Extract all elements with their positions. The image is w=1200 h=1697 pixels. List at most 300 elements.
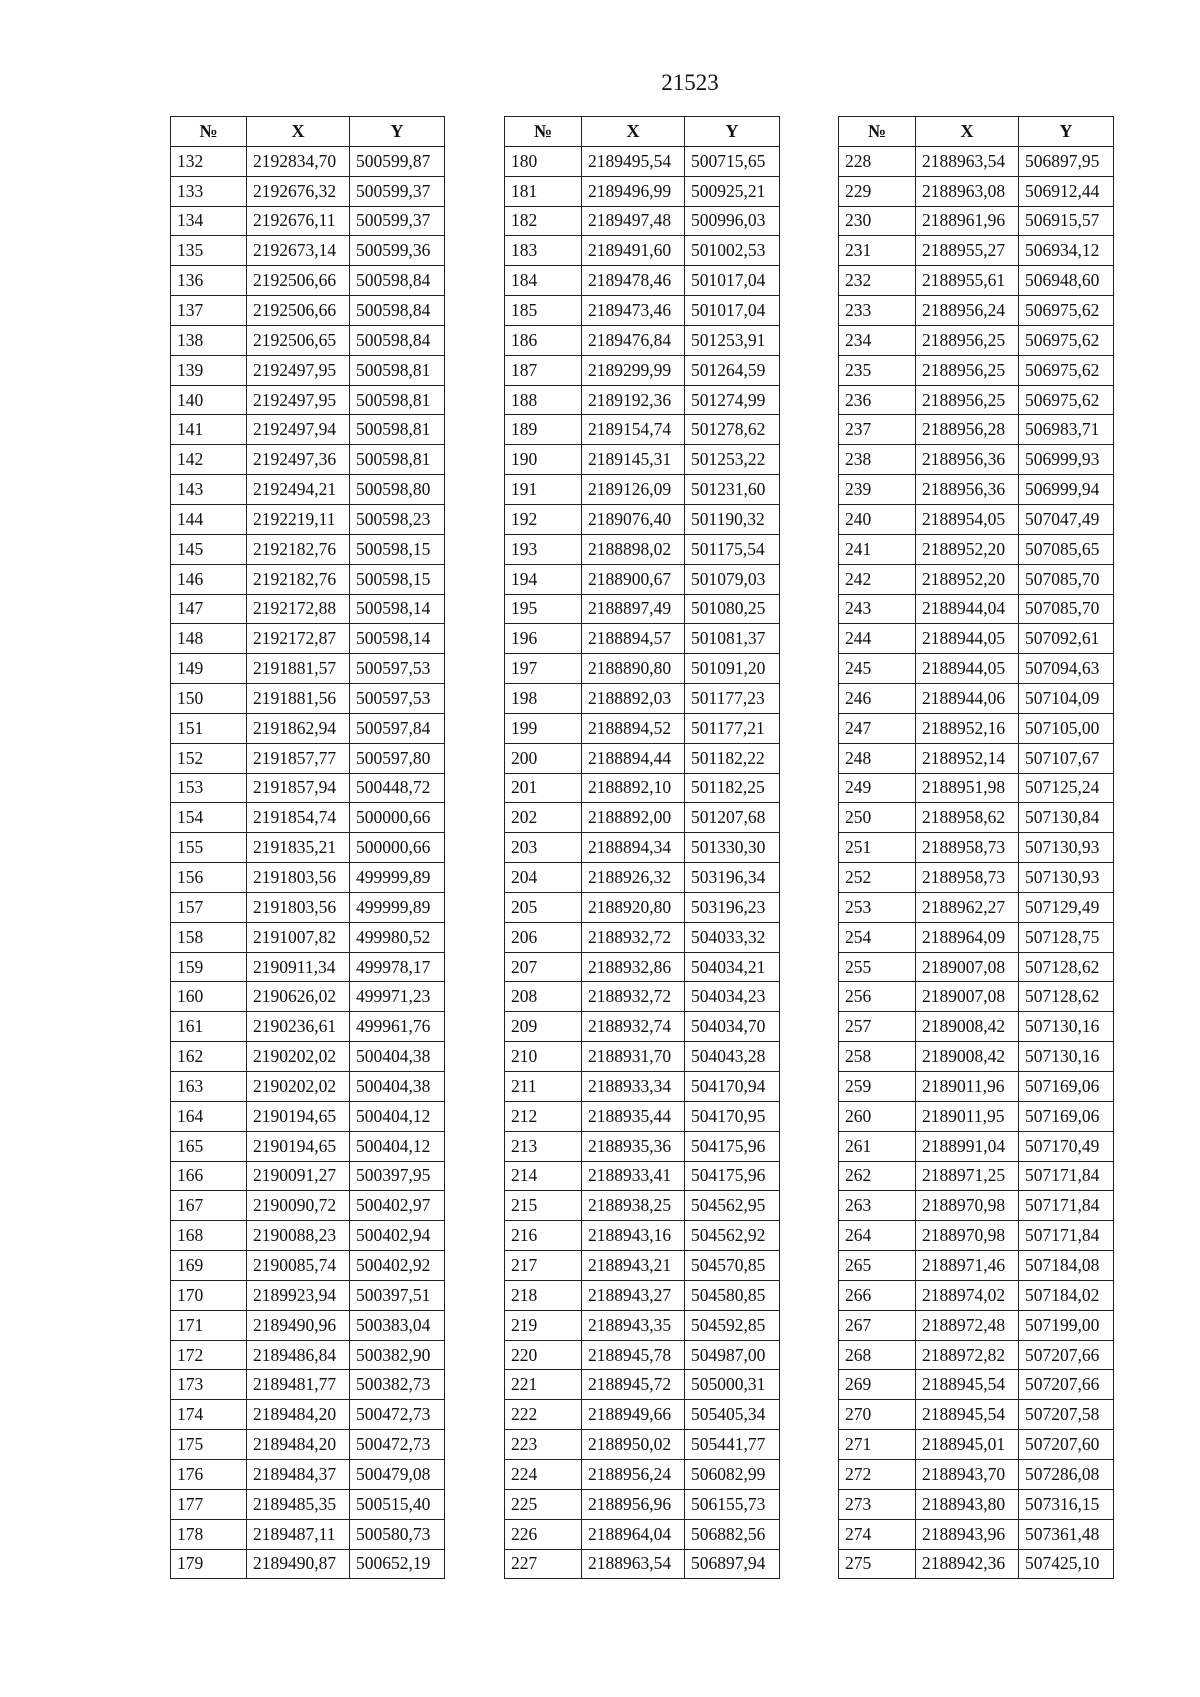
point-number-cell: 239 xyxy=(839,475,916,505)
point-number-cell: 217 xyxy=(505,1251,582,1281)
table-row xyxy=(171,624,445,654)
table-row xyxy=(505,1370,780,1400)
table-row xyxy=(171,892,445,922)
point-number-cell: 161 xyxy=(171,1012,247,1042)
table-row xyxy=(505,1101,780,1131)
table-row xyxy=(839,564,1114,594)
point-number-cell: 166 xyxy=(171,1161,247,1191)
y-coordinate-cell: 500515,40 xyxy=(350,1489,445,1519)
y-coordinate-cell: 506155,73 xyxy=(685,1489,780,1519)
table-row xyxy=(505,1042,780,1072)
x-coordinate-cell: 2188962,27 xyxy=(916,892,1019,922)
table-row xyxy=(171,534,445,564)
y-coordinate-cell: 501017,04 xyxy=(685,266,780,296)
point-number-cell: 167 xyxy=(171,1191,247,1221)
point-number-cell: 232 xyxy=(839,266,916,296)
y-coordinate-cell: 500382,90 xyxy=(350,1340,445,1370)
x-coordinate-cell: 2188952,20 xyxy=(916,534,1019,564)
point-number-cell: 165 xyxy=(171,1131,247,1161)
table-row xyxy=(839,922,1114,952)
table-row xyxy=(839,176,1114,206)
x-coordinate-cell: 2189008,42 xyxy=(916,1042,1019,1072)
y-coordinate-cell: 504570,85 xyxy=(685,1251,780,1281)
table-row xyxy=(505,1221,780,1251)
table-row xyxy=(171,296,445,326)
table-row xyxy=(839,1012,1114,1042)
point-number-cell: 198 xyxy=(505,684,582,714)
table-row xyxy=(839,1489,1114,1519)
column-header-number: № xyxy=(839,117,916,147)
y-coordinate-cell: 500598,84 xyxy=(350,296,445,326)
point-number-cell: 143 xyxy=(171,475,247,505)
y-coordinate-cell: 500598,81 xyxy=(350,445,445,475)
table-row xyxy=(839,385,1114,415)
point-number-cell: 218 xyxy=(505,1280,582,1310)
table-row xyxy=(839,355,1114,385)
table-row xyxy=(505,1191,780,1221)
point-number-cell: 156 xyxy=(171,863,247,893)
x-coordinate-cell: 2191854,74 xyxy=(247,803,350,833)
table-row xyxy=(505,1340,780,1370)
x-coordinate-cell: 2189154,74 xyxy=(582,415,685,445)
point-number-cell: 210 xyxy=(505,1042,582,1072)
x-coordinate-cell: 2188900,67 xyxy=(582,564,685,594)
y-coordinate-cell: 507207,60 xyxy=(1019,1430,1114,1460)
y-coordinate-cell: 500404,12 xyxy=(350,1101,445,1131)
point-number-cell: 223 xyxy=(505,1430,582,1460)
x-coordinate-cell: 2192182,76 xyxy=(247,564,350,594)
x-coordinate-cell: 2188892,00 xyxy=(582,803,685,833)
column-header-y: Y xyxy=(685,117,780,147)
point-number-cell: 160 xyxy=(171,982,247,1012)
x-coordinate-cell: 2188964,04 xyxy=(582,1519,685,1549)
point-number-cell: 158 xyxy=(171,922,247,952)
y-coordinate-cell: 501175,54 xyxy=(685,534,780,564)
table-row xyxy=(839,713,1114,743)
point-number-cell: 144 xyxy=(171,504,247,534)
table-row xyxy=(839,475,1114,505)
table-row xyxy=(839,534,1114,564)
x-coordinate-cell: 2191857,77 xyxy=(247,743,350,773)
table-row xyxy=(505,266,780,296)
table-row xyxy=(839,266,1114,296)
y-coordinate-cell: 507094,63 xyxy=(1019,654,1114,684)
x-coordinate-cell: 2188944,04 xyxy=(916,594,1019,624)
y-coordinate-cell: 500925,21 xyxy=(685,176,780,206)
table-row xyxy=(839,1191,1114,1221)
table-row xyxy=(171,1340,445,1370)
point-number-cell: 189 xyxy=(505,415,582,445)
x-coordinate-cell: 2188944,06 xyxy=(916,684,1019,714)
table-row xyxy=(505,445,780,475)
y-coordinate-cell: 500652,19 xyxy=(350,1549,445,1579)
x-coordinate-cell: 2188954,05 xyxy=(916,504,1019,534)
table-row xyxy=(839,206,1114,236)
x-coordinate-cell: 2188945,54 xyxy=(916,1370,1019,1400)
point-number-cell: 264 xyxy=(839,1221,916,1251)
point-number-cell: 224 xyxy=(505,1459,582,1489)
point-number-cell: 188 xyxy=(505,385,582,415)
point-number-cell: 206 xyxy=(505,922,582,952)
y-coordinate-cell: 507171,84 xyxy=(1019,1191,1114,1221)
x-coordinate-cell: 2192497,95 xyxy=(247,385,350,415)
coordinates-table-3 xyxy=(838,116,1114,1579)
x-coordinate-cell: 2192676,11 xyxy=(247,206,350,236)
y-coordinate-cell: 501190,32 xyxy=(685,504,780,534)
y-coordinate-cell: 504592,85 xyxy=(685,1310,780,1340)
point-number-cell: 234 xyxy=(839,325,916,355)
table-row xyxy=(171,1221,445,1251)
y-coordinate-cell: 506912,44 xyxy=(1019,176,1114,206)
point-number-cell: 152 xyxy=(171,743,247,773)
point-number-cell: 173 xyxy=(171,1370,247,1400)
table-row xyxy=(839,684,1114,714)
y-coordinate-cell: 500598,23 xyxy=(350,504,445,534)
point-number-cell: 178 xyxy=(171,1519,247,1549)
x-coordinate-cell: 2188897,49 xyxy=(582,594,685,624)
point-number-cell: 259 xyxy=(839,1072,916,1102)
y-coordinate-cell: 504175,96 xyxy=(685,1161,780,1191)
y-coordinate-cell: 499980,52 xyxy=(350,922,445,952)
table-row xyxy=(505,1012,780,1042)
point-number-cell: 180 xyxy=(505,146,582,176)
y-coordinate-cell: 501330,30 xyxy=(685,833,780,863)
table-row xyxy=(171,1400,445,1430)
y-coordinate-cell: 506975,62 xyxy=(1019,296,1114,326)
point-number-cell: 233 xyxy=(839,296,916,326)
x-coordinate-cell: 2189490,96 xyxy=(247,1310,350,1340)
x-coordinate-cell: 2188963,08 xyxy=(916,176,1019,206)
x-coordinate-cell: 2189486,84 xyxy=(247,1340,350,1370)
table-row xyxy=(505,892,780,922)
x-coordinate-cell: 2188945,78 xyxy=(582,1340,685,1370)
table-row xyxy=(171,1251,445,1281)
y-coordinate-cell: 500000,66 xyxy=(350,803,445,833)
y-coordinate-cell: 499971,23 xyxy=(350,982,445,1012)
y-coordinate-cell: 500402,97 xyxy=(350,1191,445,1221)
y-coordinate-cell: 500597,53 xyxy=(350,684,445,714)
y-coordinate-cell: 501080,25 xyxy=(685,594,780,624)
table-row xyxy=(839,1161,1114,1191)
table-row xyxy=(171,445,445,475)
y-coordinate-cell: 501079,03 xyxy=(685,564,780,594)
x-coordinate-cell: 2191803,56 xyxy=(247,863,350,893)
x-coordinate-cell: 2192506,65 xyxy=(247,325,350,355)
table-row xyxy=(839,952,1114,982)
point-number-cell: 150 xyxy=(171,684,247,714)
x-coordinate-cell: 2188972,48 xyxy=(916,1310,1019,1340)
y-coordinate-cell: 506975,62 xyxy=(1019,355,1114,385)
point-number-cell: 181 xyxy=(505,176,582,206)
point-number-cell: 201 xyxy=(505,773,582,803)
table-row xyxy=(505,1549,780,1579)
column-header-x: X xyxy=(916,117,1019,147)
x-coordinate-cell: 2191835,21 xyxy=(247,833,350,863)
y-coordinate-cell: 507105,00 xyxy=(1019,713,1114,743)
table-row xyxy=(505,624,780,654)
y-coordinate-cell: 504170,94 xyxy=(685,1072,780,1102)
point-number-cell: 194 xyxy=(505,564,582,594)
y-coordinate-cell: 500598,84 xyxy=(350,325,445,355)
point-number-cell: 261 xyxy=(839,1131,916,1161)
y-coordinate-cell: 500382,73 xyxy=(350,1370,445,1400)
coordinates-table-2 xyxy=(504,116,780,1579)
table-row xyxy=(505,982,780,1012)
table-row xyxy=(839,1400,1114,1430)
y-coordinate-cell: 507129,49 xyxy=(1019,892,1114,922)
x-coordinate-cell: 2188956,25 xyxy=(916,385,1019,415)
table-row xyxy=(171,206,445,236)
point-number-cell: 236 xyxy=(839,385,916,415)
table-row xyxy=(171,1042,445,1072)
y-coordinate-cell: 506999,93 xyxy=(1019,445,1114,475)
y-coordinate-cell: 501002,53 xyxy=(685,236,780,266)
point-number-cell: 270 xyxy=(839,1400,916,1430)
point-number-cell: 216 xyxy=(505,1221,582,1251)
x-coordinate-cell: 2188935,36 xyxy=(582,1131,685,1161)
table-row xyxy=(171,504,445,534)
point-number-cell: 207 xyxy=(505,952,582,982)
table-row xyxy=(171,1131,445,1161)
y-coordinate-cell: 506882,56 xyxy=(685,1519,780,1549)
x-coordinate-cell: 2192219,11 xyxy=(247,504,350,534)
point-number-cell: 273 xyxy=(839,1489,916,1519)
y-coordinate-cell: 500472,73 xyxy=(350,1400,445,1430)
table-row xyxy=(839,1101,1114,1131)
x-coordinate-cell: 2188894,52 xyxy=(582,713,685,743)
x-coordinate-cell: 2188956,25 xyxy=(916,325,1019,355)
x-coordinate-cell: 2188943,35 xyxy=(582,1310,685,1340)
y-coordinate-cell: 500404,38 xyxy=(350,1042,445,1072)
point-number-cell: 235 xyxy=(839,355,916,385)
x-coordinate-cell: 2189007,08 xyxy=(916,982,1019,1012)
point-number-cell: 255 xyxy=(839,952,916,982)
x-coordinate-cell: 2188971,25 xyxy=(916,1161,1019,1191)
x-coordinate-cell: 2188942,36 xyxy=(916,1549,1019,1579)
point-number-cell: 237 xyxy=(839,415,916,445)
table-row xyxy=(171,594,445,624)
table-row xyxy=(839,654,1114,684)
y-coordinate-cell: 506983,71 xyxy=(1019,415,1114,445)
y-coordinate-cell: 501207,68 xyxy=(685,803,780,833)
x-coordinate-cell: 2188956,25 xyxy=(916,355,1019,385)
point-number-cell: 148 xyxy=(171,624,247,654)
x-coordinate-cell: 2188933,34 xyxy=(582,1072,685,1102)
point-number-cell: 248 xyxy=(839,743,916,773)
x-coordinate-cell: 2190085,74 xyxy=(247,1251,350,1281)
x-coordinate-cell: 2189126,09 xyxy=(582,475,685,505)
x-coordinate-cell: 2188943,96 xyxy=(916,1519,1019,1549)
point-number-cell: 193 xyxy=(505,534,582,564)
table-row xyxy=(505,1489,780,1519)
x-coordinate-cell: 2188943,27 xyxy=(582,1280,685,1310)
point-number-cell: 145 xyxy=(171,534,247,564)
y-coordinate-cell: 500397,95 xyxy=(350,1161,445,1191)
table-row xyxy=(171,266,445,296)
table-row xyxy=(171,1549,445,1579)
column-header-x: X xyxy=(247,117,350,147)
table-row xyxy=(839,892,1114,922)
x-coordinate-cell: 2189491,60 xyxy=(582,236,685,266)
x-coordinate-cell: 2188945,01 xyxy=(916,1430,1019,1460)
y-coordinate-cell: 500599,37 xyxy=(350,176,445,206)
x-coordinate-cell: 2192497,94 xyxy=(247,415,350,445)
x-coordinate-cell: 2188964,09 xyxy=(916,922,1019,952)
table-row xyxy=(171,1310,445,1340)
y-coordinate-cell: 504170,95 xyxy=(685,1101,780,1131)
table-row xyxy=(505,1072,780,1102)
point-number-cell: 220 xyxy=(505,1340,582,1370)
x-coordinate-cell: 2188932,72 xyxy=(582,982,685,1012)
point-number-cell: 132 xyxy=(171,146,247,176)
x-coordinate-cell: 2188972,82 xyxy=(916,1340,1019,1370)
point-number-cell: 147 xyxy=(171,594,247,624)
point-number-cell: 222 xyxy=(505,1400,582,1430)
x-coordinate-cell: 2189484,37 xyxy=(247,1459,350,1489)
x-coordinate-cell: 2189011,96 xyxy=(916,1072,1019,1102)
table-row xyxy=(505,415,780,445)
y-coordinate-cell: 500580,73 xyxy=(350,1519,445,1549)
table-row xyxy=(171,863,445,893)
y-coordinate-cell: 507130,93 xyxy=(1019,863,1114,893)
point-number-cell: 187 xyxy=(505,355,582,385)
x-coordinate-cell: 2188958,73 xyxy=(916,863,1019,893)
table-row xyxy=(505,1161,780,1191)
y-coordinate-cell: 507207,66 xyxy=(1019,1370,1114,1400)
y-coordinate-cell: 507199,00 xyxy=(1019,1310,1114,1340)
point-number-cell: 140 xyxy=(171,385,247,415)
x-coordinate-cell: 2191881,56 xyxy=(247,684,350,714)
point-number-cell: 179 xyxy=(171,1549,247,1579)
x-coordinate-cell: 2188944,05 xyxy=(916,654,1019,684)
table-row xyxy=(839,236,1114,266)
y-coordinate-cell: 507171,84 xyxy=(1019,1221,1114,1251)
y-coordinate-cell: 501177,23 xyxy=(685,684,780,714)
x-coordinate-cell: 2191803,56 xyxy=(247,892,350,922)
table-row xyxy=(505,355,780,385)
point-number-cell: 184 xyxy=(505,266,582,296)
point-number-cell: 231 xyxy=(839,236,916,266)
table-row xyxy=(505,475,780,505)
table-row xyxy=(839,624,1114,654)
y-coordinate-cell: 500597,80 xyxy=(350,743,445,773)
table-row xyxy=(171,1161,445,1191)
x-coordinate-cell: 2188951,98 xyxy=(916,773,1019,803)
table-row xyxy=(505,1400,780,1430)
x-coordinate-cell: 2188963,54 xyxy=(582,1549,685,1579)
y-coordinate-cell: 500404,12 xyxy=(350,1131,445,1161)
y-coordinate-cell: 500598,80 xyxy=(350,475,445,505)
y-coordinate-cell: 507130,16 xyxy=(1019,1012,1114,1042)
x-coordinate-cell: 2189490,87 xyxy=(247,1549,350,1579)
point-number-cell: 174 xyxy=(171,1400,247,1430)
x-coordinate-cell: 2188952,14 xyxy=(916,743,1019,773)
table-row xyxy=(171,1519,445,1549)
point-number-cell: 149 xyxy=(171,654,247,684)
y-coordinate-cell: 500598,14 xyxy=(350,624,445,654)
y-coordinate-cell: 506897,95 xyxy=(1019,146,1114,176)
y-coordinate-cell: 500598,81 xyxy=(350,415,445,445)
x-coordinate-cell: 2189476,84 xyxy=(582,325,685,355)
page-number: 21523 xyxy=(661,70,719,95)
table-row xyxy=(171,325,445,355)
point-number-cell: 271 xyxy=(839,1430,916,1460)
y-coordinate-cell: 504562,92 xyxy=(685,1221,780,1251)
x-coordinate-cell: 2190626,02 xyxy=(247,982,350,1012)
table-row xyxy=(171,236,445,266)
table-row xyxy=(171,1072,445,1102)
y-coordinate-cell: 507184,02 xyxy=(1019,1280,1114,1310)
y-coordinate-cell: 503196,23 xyxy=(685,892,780,922)
point-number-cell: 168 xyxy=(171,1221,247,1251)
y-coordinate-cell: 500598,84 xyxy=(350,266,445,296)
x-coordinate-cell: 2188892,10 xyxy=(582,773,685,803)
point-number-cell: 137 xyxy=(171,296,247,326)
point-number-cell: 172 xyxy=(171,1340,247,1370)
point-number-cell: 244 xyxy=(839,624,916,654)
y-coordinate-cell: 505000,31 xyxy=(685,1370,780,1400)
point-number-cell: 262 xyxy=(839,1161,916,1191)
point-number-cell: 240 xyxy=(839,504,916,534)
table-row xyxy=(839,1549,1114,1579)
y-coordinate-cell: 505441,77 xyxy=(685,1430,780,1460)
y-coordinate-cell: 507128,62 xyxy=(1019,982,1114,1012)
x-coordinate-cell: 2188926,32 xyxy=(582,863,685,893)
point-number-cell: 213 xyxy=(505,1131,582,1161)
y-coordinate-cell: 501274,99 xyxy=(685,385,780,415)
table-row xyxy=(505,1430,780,1460)
y-coordinate-cell: 507170,49 xyxy=(1019,1131,1114,1161)
point-number-cell: 138 xyxy=(171,325,247,355)
y-coordinate-cell: 507425,10 xyxy=(1019,1549,1114,1579)
x-coordinate-cell: 2188961,96 xyxy=(916,206,1019,236)
x-coordinate-cell: 2189145,31 xyxy=(582,445,685,475)
x-coordinate-cell: 2188955,61 xyxy=(916,266,1019,296)
table-row xyxy=(505,654,780,684)
point-number-cell: 225 xyxy=(505,1489,582,1519)
table-row xyxy=(839,1519,1114,1549)
point-number-cell: 205 xyxy=(505,892,582,922)
point-number-cell: 163 xyxy=(171,1072,247,1102)
y-coordinate-cell: 507085,65 xyxy=(1019,534,1114,564)
y-coordinate-cell: 499999,89 xyxy=(350,892,445,922)
y-coordinate-cell: 507130,16 xyxy=(1019,1042,1114,1072)
x-coordinate-cell: 2188920,80 xyxy=(582,892,685,922)
table-row xyxy=(171,654,445,684)
table-row xyxy=(839,863,1114,893)
table-row xyxy=(171,1370,445,1400)
x-coordinate-cell: 2192676,32 xyxy=(247,176,350,206)
y-coordinate-cell: 499999,89 xyxy=(350,863,445,893)
x-coordinate-cell: 2188956,24 xyxy=(916,296,1019,326)
x-coordinate-cell: 2188945,54 xyxy=(916,1400,1019,1430)
table-row xyxy=(171,803,445,833)
y-coordinate-cell: 500599,37 xyxy=(350,206,445,236)
point-number-cell: 200 xyxy=(505,743,582,773)
y-coordinate-cell: 500598,81 xyxy=(350,355,445,385)
y-coordinate-cell: 506897,94 xyxy=(685,1549,780,1579)
point-number-cell: 191 xyxy=(505,475,582,505)
table-row xyxy=(505,1459,780,1489)
table-row xyxy=(839,325,1114,355)
table-row xyxy=(171,146,445,176)
point-number-cell: 269 xyxy=(839,1370,916,1400)
x-coordinate-cell: 2190202,02 xyxy=(247,1072,350,1102)
point-number-cell: 177 xyxy=(171,1489,247,1519)
x-coordinate-cell: 2189496,99 xyxy=(582,176,685,206)
point-number-cell: 260 xyxy=(839,1101,916,1131)
y-coordinate-cell: 506975,62 xyxy=(1019,385,1114,415)
